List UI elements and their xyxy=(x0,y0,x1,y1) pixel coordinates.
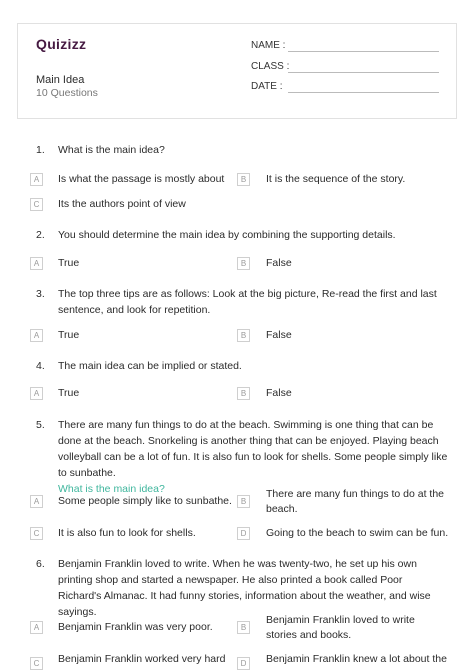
question-number: 6. xyxy=(36,558,45,570)
option-checkbox[interactable]: B xyxy=(237,329,250,342)
option-text: False xyxy=(266,387,292,399)
option-text: Is what the passage is mostly about xyxy=(58,173,225,185)
quizizz-logo: Quizizz xyxy=(36,36,87,52)
option-checkbox[interactable]: A xyxy=(30,329,43,342)
option-checkbox[interactable]: B xyxy=(237,495,250,508)
question-text xyxy=(58,417,448,497)
option-text: Benjamin Franklin loved to write stories and books. xyxy=(266,614,415,641)
question-text: Benjamin Franklin loved to write. When he was twenty-two, he set up his own printing shop and started a newspaper. He also printed a book called Poor Richard's Almanac. It had funny stories, information about the weather, and wise sayings. xyxy=(58,558,431,618)
option-text: True xyxy=(58,329,80,341)
option-checkbox[interactable]: A xyxy=(30,387,43,400)
class-field[interactable] xyxy=(288,72,439,73)
option-checkbox[interactable]: D xyxy=(237,527,250,540)
question-text: You should determine the main idea by combining the supporting details. xyxy=(58,229,396,241)
date-field[interactable] xyxy=(288,92,439,93)
date-label: DATE : xyxy=(251,81,283,92)
name-field[interactable] xyxy=(288,51,439,52)
option-text: Going to the beach to swim can be fun. xyxy=(266,527,449,539)
question-number: 2. xyxy=(36,229,45,241)
option-text: True xyxy=(58,257,80,269)
option-text: Benjamin Franklin was very poor. xyxy=(58,621,213,633)
option-text: False xyxy=(266,329,292,341)
question-number: 1. xyxy=(36,144,45,156)
question-passage: There are many fun things to do at the beach. Swimming is one thing that can be done at the beach. Snorkeling is another thing that can be enjoyed. Playing beach volleyball can be a lot of fun. It is also fun to look for shells. Some people simply like to sunbathe. xyxy=(58,419,448,479)
option-text: There are many fun things to do at the beach. xyxy=(266,488,445,515)
option-checkbox[interactable]: B xyxy=(237,173,250,186)
worksheet-title: Main Idea xyxy=(36,74,85,86)
option-text: False xyxy=(266,257,292,269)
option-text: It is also fun to look for shells. xyxy=(58,527,196,539)
option-checkbox[interactable]: C xyxy=(30,198,43,211)
option-text: Some people simply like to sunbathe. xyxy=(58,495,232,507)
option-text: True xyxy=(58,387,80,399)
option-checkbox[interactable]: B xyxy=(237,621,250,634)
option-text: Its the authors point of view xyxy=(58,198,186,210)
option-checkbox[interactable]: C xyxy=(30,657,43,670)
worksheet-subtitle: 10 Questions xyxy=(36,87,98,99)
question-number: 5. xyxy=(36,419,45,431)
option-checkbox[interactable]: A xyxy=(30,495,43,508)
question-prompt: What is the main idea? xyxy=(58,483,165,495)
class-label: CLASS : xyxy=(251,61,290,72)
name-label: NAME : xyxy=(251,40,286,51)
option-checkbox[interactable]: A xyxy=(30,257,43,270)
option-checkbox[interactable]: B xyxy=(237,257,250,270)
question-number: 3. xyxy=(36,288,45,300)
option-text: Benjamin Franklin worked very hard xyxy=(58,653,226,665)
option-text: Benjamin Franklin knew a lot about the xyxy=(266,653,447,665)
question-text: The main idea can be implied or stated. xyxy=(58,360,242,372)
question-text: What is the main idea? xyxy=(58,144,165,156)
option-checkbox[interactable]: A xyxy=(30,621,43,634)
option-text: It is the sequence of the story. xyxy=(266,173,406,185)
option-checkbox[interactable]: C xyxy=(30,527,43,540)
option-checkbox[interactable]: B xyxy=(237,387,250,400)
option-checkbox[interactable]: A xyxy=(30,173,43,186)
question-text: The top three tips are as follows: Look at the big picture, Re-read the first and last sentence, and look for repetition. xyxy=(58,288,437,316)
option-checkbox[interactable]: D xyxy=(237,657,250,670)
question-number: 4. xyxy=(36,360,45,372)
